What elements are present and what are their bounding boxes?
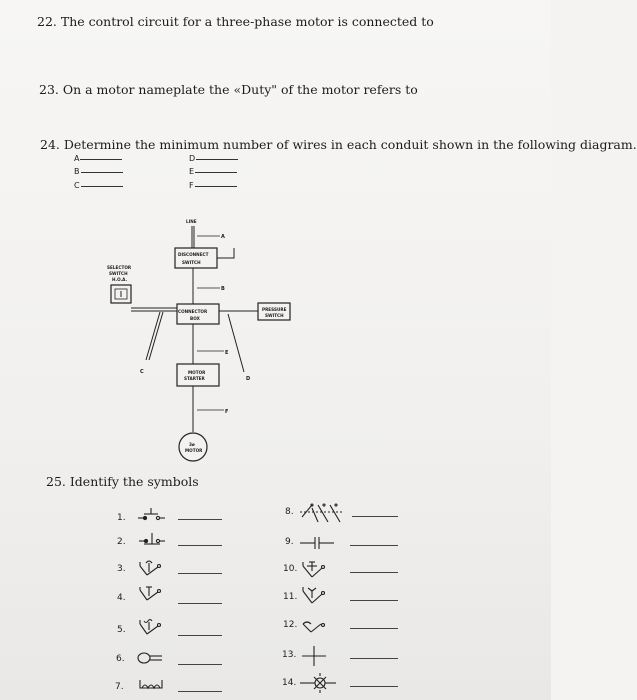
answer-blank-10[interactable] bbox=[350, 572, 398, 573]
answer-blank-3[interactable] bbox=[178, 573, 222, 574]
svg-text:MOTOR: MOTOR bbox=[185, 448, 203, 453]
svg-text:SELECTOR: SELECTOR bbox=[107, 265, 132, 270]
answer-blank-11[interactable] bbox=[350, 600, 398, 601]
svg-text:D: D bbox=[246, 376, 251, 382]
three-pole-switch-icon bbox=[300, 504, 344, 522]
svg-text:PRESSURE: PRESSURE bbox=[262, 307, 287, 312]
pushbutton-icon bbox=[138, 653, 162, 663]
answer-d[interactable]: D bbox=[189, 154, 238, 163]
svg-text:CONNECTOR: CONNECTOR bbox=[178, 309, 208, 314]
answer-blank-2[interactable] bbox=[178, 545, 222, 546]
answer-blank-9[interactable] bbox=[350, 545, 398, 546]
pressure-switch-icon bbox=[140, 561, 161, 575]
svg-text:B: B bbox=[221, 286, 225, 292]
svg-text:DISCONNECT: DISCONNECT bbox=[178, 252, 209, 257]
diagram-line-label: LINE bbox=[186, 219, 197, 224]
answer-blank-1[interactable] bbox=[178, 519, 222, 520]
answer-e[interactable]: E bbox=[189, 167, 237, 176]
svg-text:E: E bbox=[225, 350, 229, 356]
float-switch-icon bbox=[140, 587, 161, 600]
answer-b[interactable]: B bbox=[74, 167, 123, 176]
normally-open-contact-icon bbox=[138, 508, 165, 520]
svg-text:SWITCH: SWITCH bbox=[265, 313, 284, 318]
flow-switch-icon bbox=[303, 587, 325, 603]
temperature-switch-icon bbox=[140, 620, 161, 635]
answer-blank-5[interactable] bbox=[178, 635, 222, 636]
svg-text:3ø: 3ø bbox=[189, 442, 195, 447]
question-23: 23. On a motor nameplate the «Duty" of the motor refers to bbox=[39, 82, 418, 97]
pilot-light-icon bbox=[300, 673, 336, 693]
crossing-wires-icon bbox=[302, 646, 326, 666]
capacitor-icon bbox=[300, 537, 334, 549]
answer-blank-8[interactable] bbox=[352, 516, 398, 517]
answer-f[interactable]: F bbox=[189, 181, 237, 190]
coil-icon bbox=[140, 680, 162, 688]
svg-text:C: C bbox=[140, 369, 144, 375]
worksheet-page: 22. The control circuit for a three-phase motor is connected to 23. On a motor nameplate the «Duty" of the motor refers to 24. Determine the minimum number of wires in each conduit shown in the following diagram. A B C D E F LINE DISCONNECT SWITCH SELECTOR SWITCH H.O.A. CONNECTOR BOX PRESSURE SWITCH MOTOR STARTER 3ø MOTOR A B C D E F 25. Identify the symbols 1. 2. 3. 4. 5. 6. 7. 8. 9. 10. 11. 12. 13. 14. bbox=[0, 0, 551, 700]
svg-text:A: A bbox=[221, 234, 225, 240]
foot-switch-icon bbox=[303, 622, 325, 632]
answer-blank-4[interactable] bbox=[178, 603, 222, 604]
question-24: 24. Determine the minimum number of wires in each conduit shown in the following diagram. bbox=[40, 137, 637, 152]
answer-c[interactable]: C bbox=[74, 181, 123, 190]
limit-switch-icon bbox=[303, 562, 325, 577]
svg-text:H.O.A.: H.O.A. bbox=[112, 277, 128, 282]
question-22: 22. The control circuit for a three-phase motor is connected to bbox=[37, 14, 434, 29]
svg-text:MOTOR: MOTOR bbox=[188, 370, 206, 375]
answer-blank-7[interactable] bbox=[178, 691, 222, 692]
svg-text:SWITCH: SWITCH bbox=[109, 271, 128, 276]
svg-text:SWITCH: SWITCH bbox=[182, 260, 201, 265]
answer-blank-13[interactable] bbox=[350, 658, 398, 659]
question-25: 25. Identify the symbols bbox=[46, 474, 199, 489]
answer-blank-12[interactable] bbox=[350, 628, 398, 629]
answer-a[interactable]: A bbox=[74, 154, 122, 163]
svg-text:BOX: BOX bbox=[190, 316, 200, 321]
answer-blank-14[interactable] bbox=[350, 686, 398, 687]
normally-closed-contact-icon bbox=[139, 533, 165, 544]
answer-blank-6[interactable] bbox=[178, 664, 222, 665]
svg-text:STARTER: STARTER bbox=[184, 376, 205, 381]
svg-text:F: F bbox=[225, 409, 229, 415]
